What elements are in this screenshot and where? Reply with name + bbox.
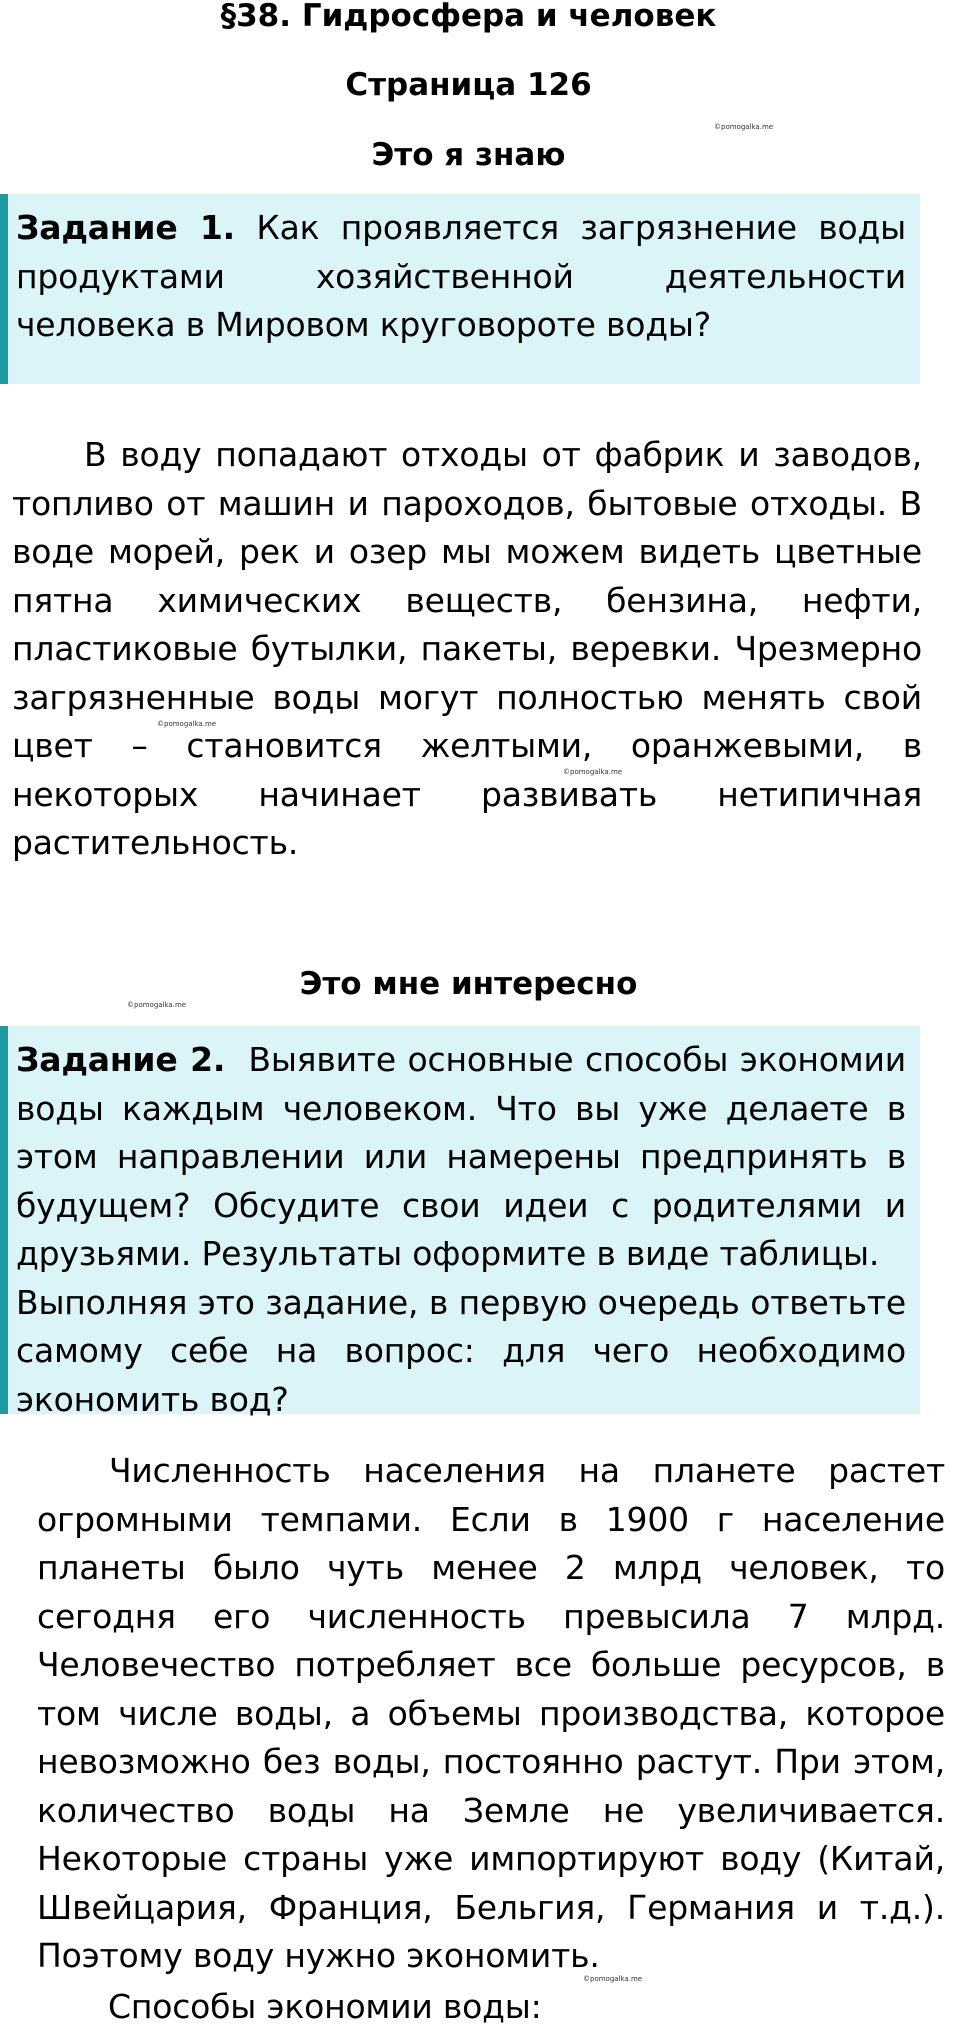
task-1-label: Задание 1. (16, 208, 236, 247)
task-2-text (16, 1036, 906, 1279)
task-2-question-extra: Выполняя это задание, в первую очередь ответьте самому себе на вопрос: для чего необходимо экономить вод? (16, 1282, 906, 1419)
watermark: ©pomogalka.me (714, 123, 774, 131)
task-1-text (16, 204, 906, 350)
watermark: ©pomogalka.me (127, 1001, 187, 1009)
task-1-question: Как проявляется загрязнение воды продуктами хозяйственной деятельности человека в Мировом круговороте воды? (16, 208, 906, 344)
watermark: ©pomogalka.me (583, 1975, 643, 1983)
task-1-box (0, 194, 920, 384)
task-2-answer: Численность населения на планете растет огромными темпами. Если в 1900 г население планеты было чуть менее 2 млрд человек, то сегодня его численность превысила 7 млрд. Человечество потребляет все больше ресурсов, в том числе воды, а объемы производства, которое невозможно без воды, постоянно растут. При этом, количество воды на Земле не увеличивается. Некоторые страны уже импортируют воду (Китай, Швейцария, Франция, Бельгия, Германия и т.д.). Поэтому воду нужно экономить. (37, 1451, 945, 1975)
section-title-known: Это я знаю (371, 137, 566, 173)
task-1-answer: В воду попадают отходы от фабрик и заводов, топливо от машин и пароходов, бытовые отходы. В воде морей, рек и озер мы можем видеть цветные пятна химических веществ, бензина, нефти, пластиковые бутылки, пакеты, веревки. Чрезмерно загрязненные воды могут полностью менять свой цвет – становится желтыми, оранжевыми, в некоторых начинает развивать нетипичная растительность. (12, 435, 922, 862)
page-label: Страница 126 (345, 67, 592, 103)
methods-heading: Способы экономии воды: (108, 1987, 542, 2026)
section-title-interesting: Это мне интересно (299, 966, 638, 1002)
task-2-box (0, 1026, 920, 1419)
task-2-label: Задание 2. (16, 1040, 226, 1079)
watermark: ©pomogalka.me (157, 720, 217, 728)
watermark: ©pomogalka.me (563, 768, 623, 776)
task-2-question: Выявите основные способы экономии воды каждым человеком. Что вы уже делаете в этом направлении или намерены предпринять в будущем? Обсудите свои идеи с родителями и друзьями. Результаты оформите в виде таблицы. (16, 1040, 906, 1273)
paragraph-title: §38. Гидросфера и человек (220, 0, 717, 34)
